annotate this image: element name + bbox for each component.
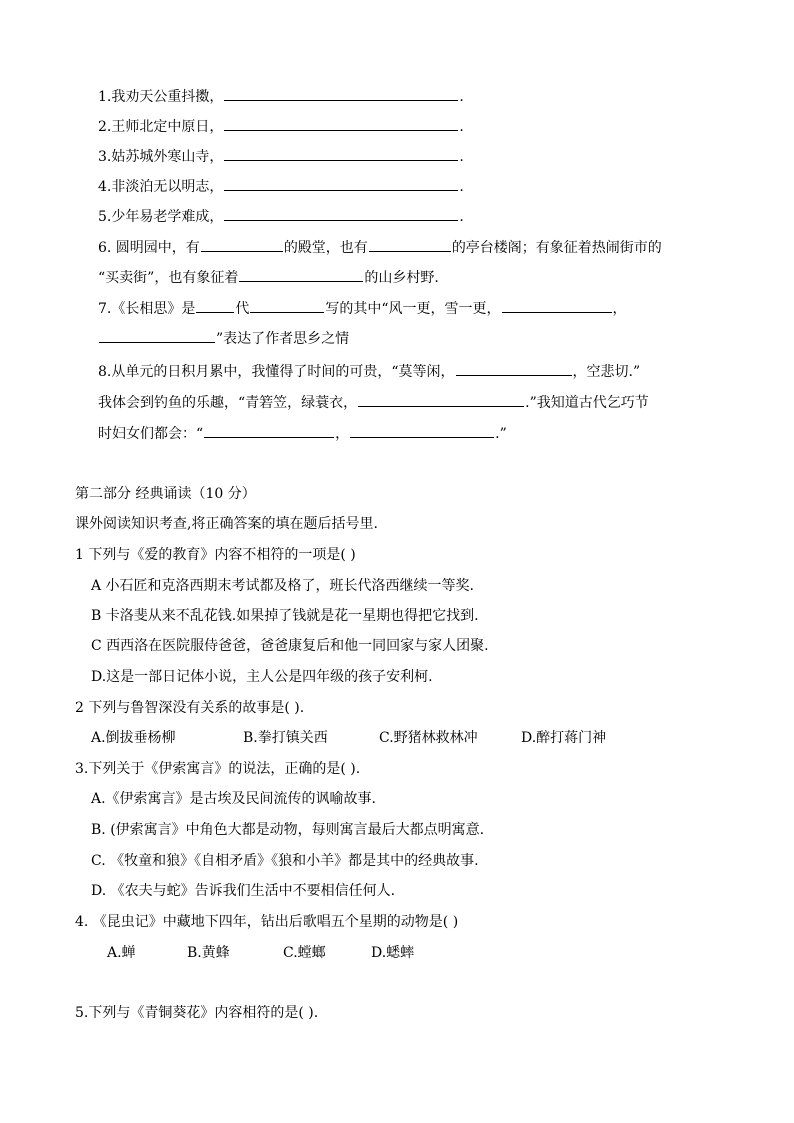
q5-answer-blank[interactable] — [224, 206, 458, 221]
q6-blank-3[interactable] — [239, 267, 363, 282]
q8-text-e: 时妇女们都会：“ — [98, 426, 204, 442]
q8-line-1 — [98, 361, 640, 382]
p2q3-option-d: D. 《农夫与蛇》告诉我们生活中不要相信任何人. — [91, 883, 396, 899]
q8-text-g: .” — [495, 426, 507, 442]
p2q2-options — [91, 728, 606, 748]
p2q1-option-d: D.这是一部日记体小说，主人公是四年级的孩子安利柯. — [91, 669, 433, 685]
q2-text: 王师北定中原日， — [111, 119, 224, 135]
q6-text-d: “买卖街”，也有象征着 — [98, 270, 239, 286]
q7-blank-author[interactable] — [250, 298, 324, 313]
q7-blank-line-2[interactable] — [99, 328, 215, 343]
q1-num: 1. — [98, 89, 112, 105]
q5-end: . — [459, 209, 464, 225]
q6-text-e: 的山乡村野. — [364, 270, 439, 286]
q7-line-1 — [98, 298, 627, 319]
q8-text-d: .”我知道古代乞巧节 — [525, 395, 649, 411]
q8-blank-4[interactable] — [350, 423, 494, 438]
p2q3-option-b: B. (伊索寓言》中角色大都是动物，每则寓言最后大都点明寓意. — [91, 822, 485, 838]
p2q4-options — [107, 943, 414, 963]
p2q4-option-a: A.蝉 — [107, 945, 136, 961]
q5-line — [98, 206, 464, 227]
q1-text: 我劝天公重抖擞， — [111, 89, 224, 105]
q7-text-e: ”表达了作者思乡之情 — [216, 331, 350, 347]
q1-answer-blank[interactable] — [224, 86, 458, 101]
p2q2-option-c: C.野猪林救林冲 — [379, 730, 478, 746]
q6-text-a: 6. 圆明园中，有 — [98, 240, 200, 256]
q8-text-f: ， — [335, 426, 350, 442]
q8-text-b: ，空悲切.” — [572, 364, 641, 380]
q7-text-c: 写的其中“风一更，雪一更， — [325, 301, 501, 317]
q7-text-b: 代 — [235, 301, 250, 317]
q6-line-1 — [98, 237, 662, 258]
q1-line — [98, 86, 464, 107]
q6-blank-2[interactable] — [369, 237, 451, 252]
q2-end: . — [459, 119, 464, 135]
q7-text-a: 7.《长相思》是 — [98, 301, 196, 317]
q5-num: 5. — [98, 209, 112, 225]
q4-line — [98, 176, 464, 197]
q6-blank-1[interactable] — [201, 237, 283, 252]
p2q4-option-b: B.黄蜂 — [187, 945, 230, 961]
part2-heading: 第二部分 经典诵读（10 分） — [75, 486, 256, 502]
p2q3-stem: 3.下列关于《伊索寓言》的说法，正确的是( ). — [75, 761, 361, 777]
q6-text-c: 的亭台楼阁；有象征着热闹街市的 — [451, 240, 662, 256]
q2-answer-blank[interactable] — [224, 116, 458, 131]
q8-line-3 — [98, 423, 507, 444]
p2q2-option-d: D.醉打蒋门神 — [521, 730, 607, 746]
q3-line — [98, 146, 464, 167]
p2q1-option-b: B 卡洛斐从来不乱花钱.如果掉了钱就是花一星期也得把它找到. — [91, 608, 479, 624]
q7-blank-line[interactable] — [502, 298, 612, 313]
q7-blank-dynasty[interactable] — [196, 298, 234, 313]
q4-num: 4. — [98, 179, 112, 195]
p2q4-option-d: D.蟋蟀 — [371, 945, 415, 961]
part2-instruction: 课外阅读知识考查,将正确答案的填在题后括号里. — [75, 516, 378, 532]
q8-blank-3[interactable] — [204, 423, 334, 438]
p2q1-option-a: A 小石匠和克洛西期末考试都及格了，班长代洛西继续一等奖. — [91, 578, 475, 594]
q3-num: 3. — [98, 149, 112, 165]
q2-num: 2. — [98, 119, 112, 135]
q7-text-d: ， — [612, 301, 627, 317]
q6-line-2 — [98, 267, 439, 288]
p2q2-option-a: A.倒拔垂杨柳 — [91, 730, 176, 746]
p2q1-stem: 1 下列与《爱的教育》内容不相符的一项是( ) — [75, 547, 356, 563]
q8-line-2 — [98, 392, 649, 413]
q7-line-2 — [98, 328, 349, 349]
q8-text-c: 我体会到钓鱼的乐趣，“青箬笠，绿蓑衣， — [98, 395, 358, 411]
q8-blank-1[interactable] — [456, 361, 572, 376]
p2q3-option-a: A.《伊索寓言》是古埃及民间流传的讽喻故事. — [91, 791, 377, 807]
q4-text: 非淡泊无以明志， — [111, 179, 224, 195]
p2q4-option-c: C.螳螂 — [283, 945, 326, 961]
q4-end: . — [459, 179, 464, 195]
p2q4-stem: 4. 《昆虫记》中藏地下四年，钻出后歌唱五个星期的动物是( ) — [75, 914, 459, 930]
q3-answer-blank[interactable] — [224, 146, 458, 161]
q1-end: . — [459, 89, 464, 105]
q8-blank-2[interactable] — [358, 392, 524, 407]
q3-text: 姑苏城外寒山寺， — [111, 149, 224, 165]
q8-text-a: 8.从单元的日积月累中，我懂得了时间的可贵，“莫等闲， — [98, 364, 455, 380]
p2q2-stem: 2 下列与鲁智深没有关系的故事是( ). — [75, 700, 305, 716]
p2q3-option-c: C. 《牧童和狼》《自相矛盾》《狼和小羊》都是其中的经典故事. — [91, 853, 479, 869]
q5-text: 少年易老学难成， — [111, 209, 224, 225]
q2-line — [98, 116, 464, 137]
q6-text-b: 的殿堂，也有 — [283, 240, 368, 256]
p2q2-option-b: B.拳打镇关西 — [243, 730, 328, 746]
p2q1-option-c: C 西西洛在医院服侍爸爸，爸爸康复后和他一同回家与家人团聚. — [91, 638, 489, 654]
p2q5-stem: 5.下列与《青铜葵花》内容相符的是( ). — [75, 1005, 319, 1021]
q4-answer-blank[interactable] — [224, 176, 458, 191]
q3-end: . — [459, 149, 464, 165]
